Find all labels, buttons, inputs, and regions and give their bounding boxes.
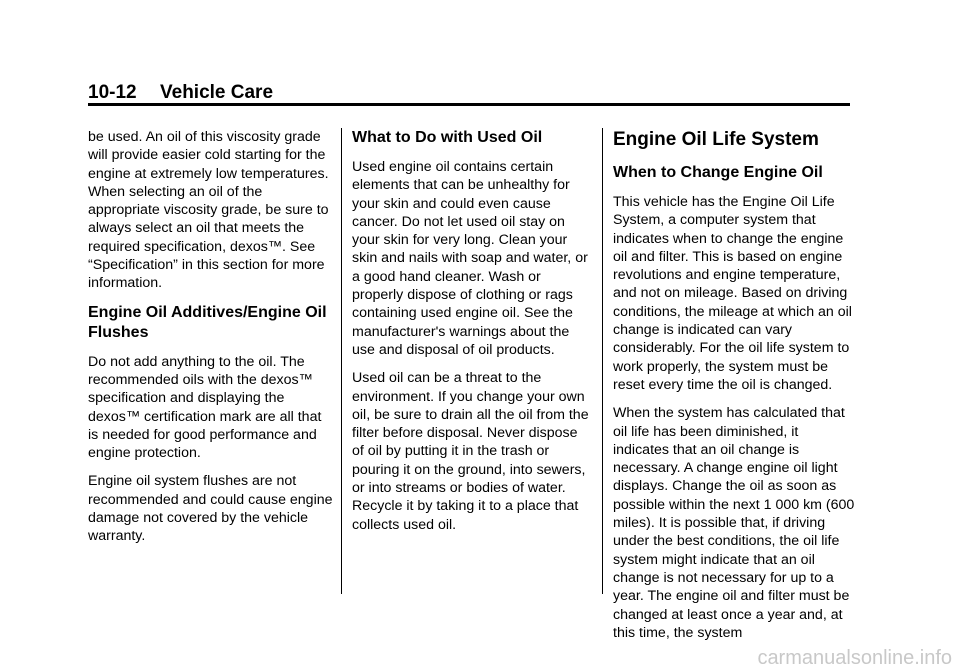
- additives-paragraph: Do not add anything to the oil. The recommended oils with the dexos™ specification and displaying the dexos™ certification mark are all that is needed for good performance and engine protection.: [88, 353, 322, 462]
- column-3: [613, 128, 858, 652]
- used-oil-paragraph-2: Used oil can be a threat to the environment. If you change your own oil, be sure to drain all the oil from the filter before disposal. Never dispose of oil by putting it in the trash or pouring it on the ground, into sewers, or into streams or bodies of water. Recycle it by taking it to a place that collects used oil.: [352, 370, 589, 533]
- column-divider-2: [602, 128, 603, 594]
- viscosity-paragraph: be used. An oil of this viscosity grade will provide easier cold starting for the engine at extremely low temperatures. When selecting an oil of the appropriate viscosity grade, be sure to always select an oil that meets the required specification, dexos™. See “Specification” in this section for more information.: [88, 129, 329, 292]
- used-oil-paragraph-1: Used engine oil contains certain elements that can be unhealthy for your skin and could even cause cancer. Do not let used oil stay on your skin for very long. Clean your skin and nails with soap and water, or a good hand cleaner. Wash or properly dispose of clothing or rags containing used engine oil. See the manufacturer's warnings about the use and disposal of oil products.: [352, 159, 588, 358]
- used-oil-heading: What to Do with Used Oil: [352, 129, 543, 146]
- page-header: [88, 82, 273, 104]
- header-rule: [88, 103, 850, 106]
- column-divider-1: [341, 128, 342, 594]
- watermark-text: carmanualsonline.info: [757, 647, 952, 669]
- flushes-paragraph: Engine oil system flushes are not recommended and could cause engine damage not covered by the vehicle warranty.: [88, 473, 333, 545]
- column-2: [352, 128, 592, 544]
- oil-life-paragraph-2: When the system has calculated that oil life has been diminished, it indicates that an oil change is necessary. A change engine oil light displays. Change the oil as soon as possible within the next 1 000 km (600 miles). It is possible that, if driving under the best conditions, the oil life system might indicate that an oil change is not necessary for up to a year. The engine oil and filter must be changed at least once a year and, at this time, the system: [613, 405, 855, 641]
- oil-life-system-heading: Engine Oil Life System: [613, 129, 819, 150]
- column-1: [88, 128, 333, 556]
- oil-life-paragraph-1: This vehicle has the Engine Oil Life System, a computer system that indicates when to change the engine oil and filter. This is based on engine revolutions and engine temperature, and not on mileage. Based on driving conditions, the mileage at which an oil change is indicated can vary considerably. For the oil life system to work properly, the system must be reset every time the oil is changed.: [613, 194, 852, 393]
- section-title: Vehicle Care: [160, 82, 274, 103]
- additives-heading: Engine Oil Additives/Engine Oil Flushes: [88, 303, 327, 341]
- when-to-change-heading: When to Change Engine Oil: [613, 164, 823, 181]
- page-number: 10-12: [88, 82, 137, 103]
